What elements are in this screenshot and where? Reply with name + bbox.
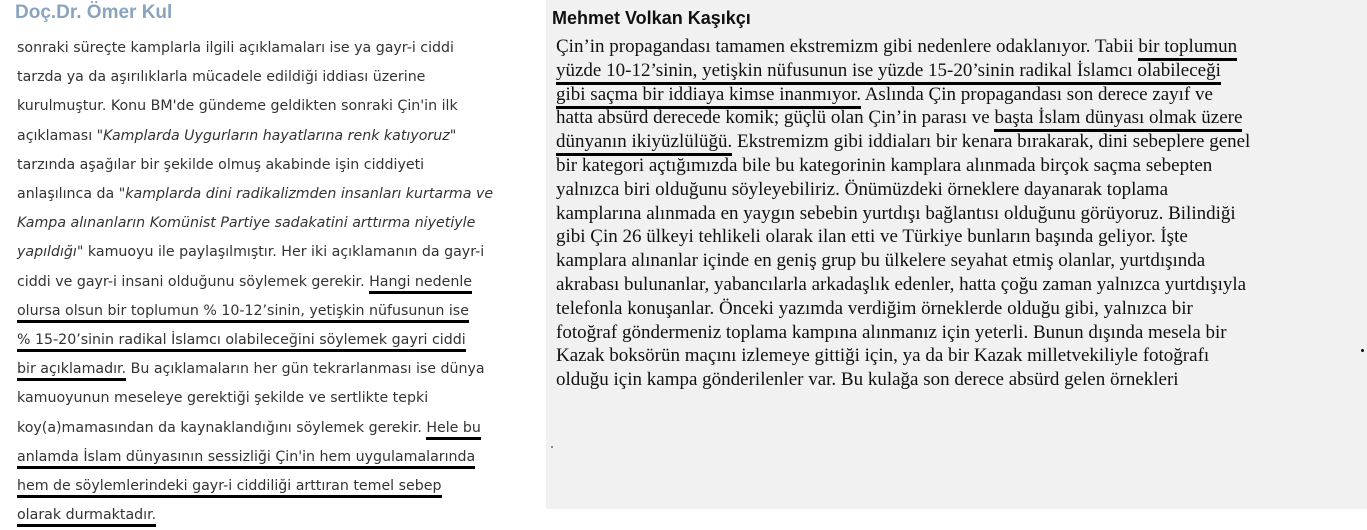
underlined-text-segment: yüzde 10-12’sinin, yetişkin nüfusunun ise yüzde 15-20’sinin radikal İslamcı olabileceği: [556, 60, 1221, 85]
underlined-text-segment: % 15-20’sinin radikal İslamcı olabileceğini söylemek gayri ciddi: [17, 332, 466, 352]
stray-dot-mark: [1361, 349, 1364, 352]
text-segment: Kazak boksörün maçını izlemeye gittiği için, ya da bir Kazak milletvekiliyle fotoğrafı: [556, 345, 1210, 367]
underlined-text-segment: Hele bu: [426, 420, 481, 440]
text-line: [556, 225, 1356, 249]
text-segment: yalnızca biri olduğunu söyleyebiliriz. Önümüzdeki örneklere dayanarak toplama: [556, 178, 1169, 200]
text-line: [17, 384, 537, 413]
text-line: [556, 106, 1356, 130]
text-segment: tarzında aşağılar bir şekilde olmuş akabinde işin ciddiyeti: [17, 156, 425, 173]
text-segment: Kamplarda Uygurların hayatlarına renk katıyoruz: [103, 127, 450, 144]
text-line: [17, 268, 537, 297]
underlined-text-segment: bir açıklamadır.: [17, 361, 126, 381]
text-line: [17, 297, 537, 326]
left-document-panel: [0, 0, 546, 524]
text-line: [17, 209, 537, 238]
text-line: [17, 472, 537, 501]
text-line: [17, 34, 537, 63]
text-line: [556, 273, 1356, 297]
text-line: [17, 151, 537, 180]
text-segment: fotoğraf göndermeniz toplama kampına alınmanız için yeterli. Bunun dışında mesela bir: [556, 321, 1227, 343]
text-line: [17, 63, 537, 92]
text-segment: yapıldığı: [17, 244, 77, 261]
text-line: [556, 297, 1356, 321]
underlined-text-segment: bir toplumun: [1138, 36, 1237, 61]
text-segment: Çin’in propagandası tamamen ekstremizm gibi nedenlere odaklanıyor. Tabii: [556, 36, 1139, 57]
text-line: [17, 122, 537, 151]
text-segment: kamplara alınanlar içinde en geniş grup bu ülkelere seyahat etmiş olanlar, yurtdışında: [556, 250, 1206, 272]
text-line: [17, 238, 537, 267]
text-segment: sonraki süreçte kamplarla ilgili açıklamaları ise ya gayr-i ciddi: [17, 40, 454, 56]
underlined-text-segment: Hangi nedenle: [369, 274, 472, 294]
text-line: [556, 83, 1356, 107]
text-line: [556, 368, 1356, 392]
text-line: [556, 154, 1356, 178]
underlined-text-segment: olarak durmaktadır.: [17, 507, 156, 527]
text-segment: tarzda ya da aşırılıklarla mücadele edildiği iddiası üzerine: [17, 69, 426, 86]
text-line: [556, 249, 1356, 273]
text-line: [556, 35, 1356, 59]
text-line: [556, 202, 1356, 226]
underlined-text-segment: anlamda İslam dünyasının sessizliği Çin'in hem uygulamalarında: [17, 449, 475, 469]
underlined-text-segment: hem de söylemlerindeki gayr-i ciddiliği arttıran temel sebep: [17, 478, 442, 498]
text-line: [556, 344, 1356, 368]
underlined-text-segment: başta İslam dünyası olmak üzere: [994, 107, 1242, 132]
text-segment: ": [449, 127, 457, 144]
text-segment: Ekstremizm gibi iddiaları bir kenara bırakarak, dini sebeplere genel: [732, 131, 1251, 153]
text-line: [556, 321, 1356, 345]
text-line: [17, 414, 537, 443]
text-segment: kamuoyunun meseleye gerektiği şekilde ve sertlikte tepki: [17, 390, 429, 407]
right-text-body: [556, 35, 1356, 392]
left-author-name: Doç.Dr. Ömer Kul: [15, 2, 173, 23]
right-document-panel: [546, 0, 1367, 509]
text-line: [556, 59, 1356, 83]
text-segment: ciddi ve gayr-i insani olduğunu söylemek gerekir.: [17, 273, 370, 290]
text-segment: Bu açıklamaların her gün tekrarlanması ise dünya: [126, 361, 485, 378]
text-segment: bir kategori açtığımızda bile bu kategorinin kamplara alınmada birçok saçma sebepten: [556, 154, 1213, 176]
text-line: [556, 130, 1356, 154]
text-segment: kamplarına alınmada en yaygın sebebin yurtdışı bağlantısı olduğunu görüyoruz. Bilindiği: [556, 202, 1236, 224]
text-segment: koy(a)mamasından da kaynaklandığını söylemek gerekir.: [17, 419, 427, 436]
text-segment: " kamuoyu ile paylaşılmıştır. Her iki açıklamanın da gayr-i: [76, 244, 485, 261]
text-segment: hatta absürd derecede komik; güçlü olan Çin’in parası ve: [556, 107, 995, 129]
text-line: [17, 501, 537, 530]
underlined-text-segment: gibi saçma bir iddiaya kimse inanmıyor.: [556, 84, 861, 109]
text-segment: kamplarda dini radikalizmden insanları kurtarma ve: [125, 186, 494, 203]
text-segment: telefonla konuşanlar. Önceki yazımda verdiğim örneklerde olduğu gibi, yalnızca bir: [556, 297, 1193, 319]
text-segment: akrabası bulunanlar, yabancılarla arkadaşlık edenler, hatta çoğu zaman yalnızca yurtdışıyla: [556, 273, 1247, 295]
text-line: [556, 178, 1356, 202]
text-line: [17, 355, 537, 384]
text-line: [17, 326, 537, 355]
text-segment: olduğu için kampa gönderilenler var. Bu kulağa son derece absürd gelen örnekleri: [556, 369, 1179, 391]
text-line: [17, 92, 537, 121]
underlined-text-segment: olursa olsun bir toplumun % 10-12’sinin, yetişkin nüfusunun ise: [17, 303, 469, 323]
text-segment: Kampa alınanların Komünist Partiye sadakatini arttırma niyetiyle: [17, 215, 476, 232]
text-segment: kurulmuştur. Konu BM'de gündeme geldikten sonraki Çin'in ilk: [17, 98, 458, 115]
text-segment: açıklaması ": [17, 127, 104, 144]
stray-dot-mark: [551, 446, 553, 448]
left-text-body: [17, 34, 537, 530]
text-segment: anlaşılınca da ": [17, 186, 126, 203]
text-segment: Aslında Çin propagandası son derece zayıf ve: [861, 83, 1213, 105]
underlined-text-segment: dünyanın ikiyüzlülüğü.: [556, 131, 732, 156]
right-author-name: Mehmet Volkan Kaşıkçı: [552, 8, 751, 28]
text-line: [17, 180, 537, 209]
text-segment: gibi Çin 26 ülkeyi tehlikeli olarak ilan etti ve Türkiye bunların başında geliyor. İşte: [556, 226, 1188, 248]
text-line: [17, 443, 537, 472]
